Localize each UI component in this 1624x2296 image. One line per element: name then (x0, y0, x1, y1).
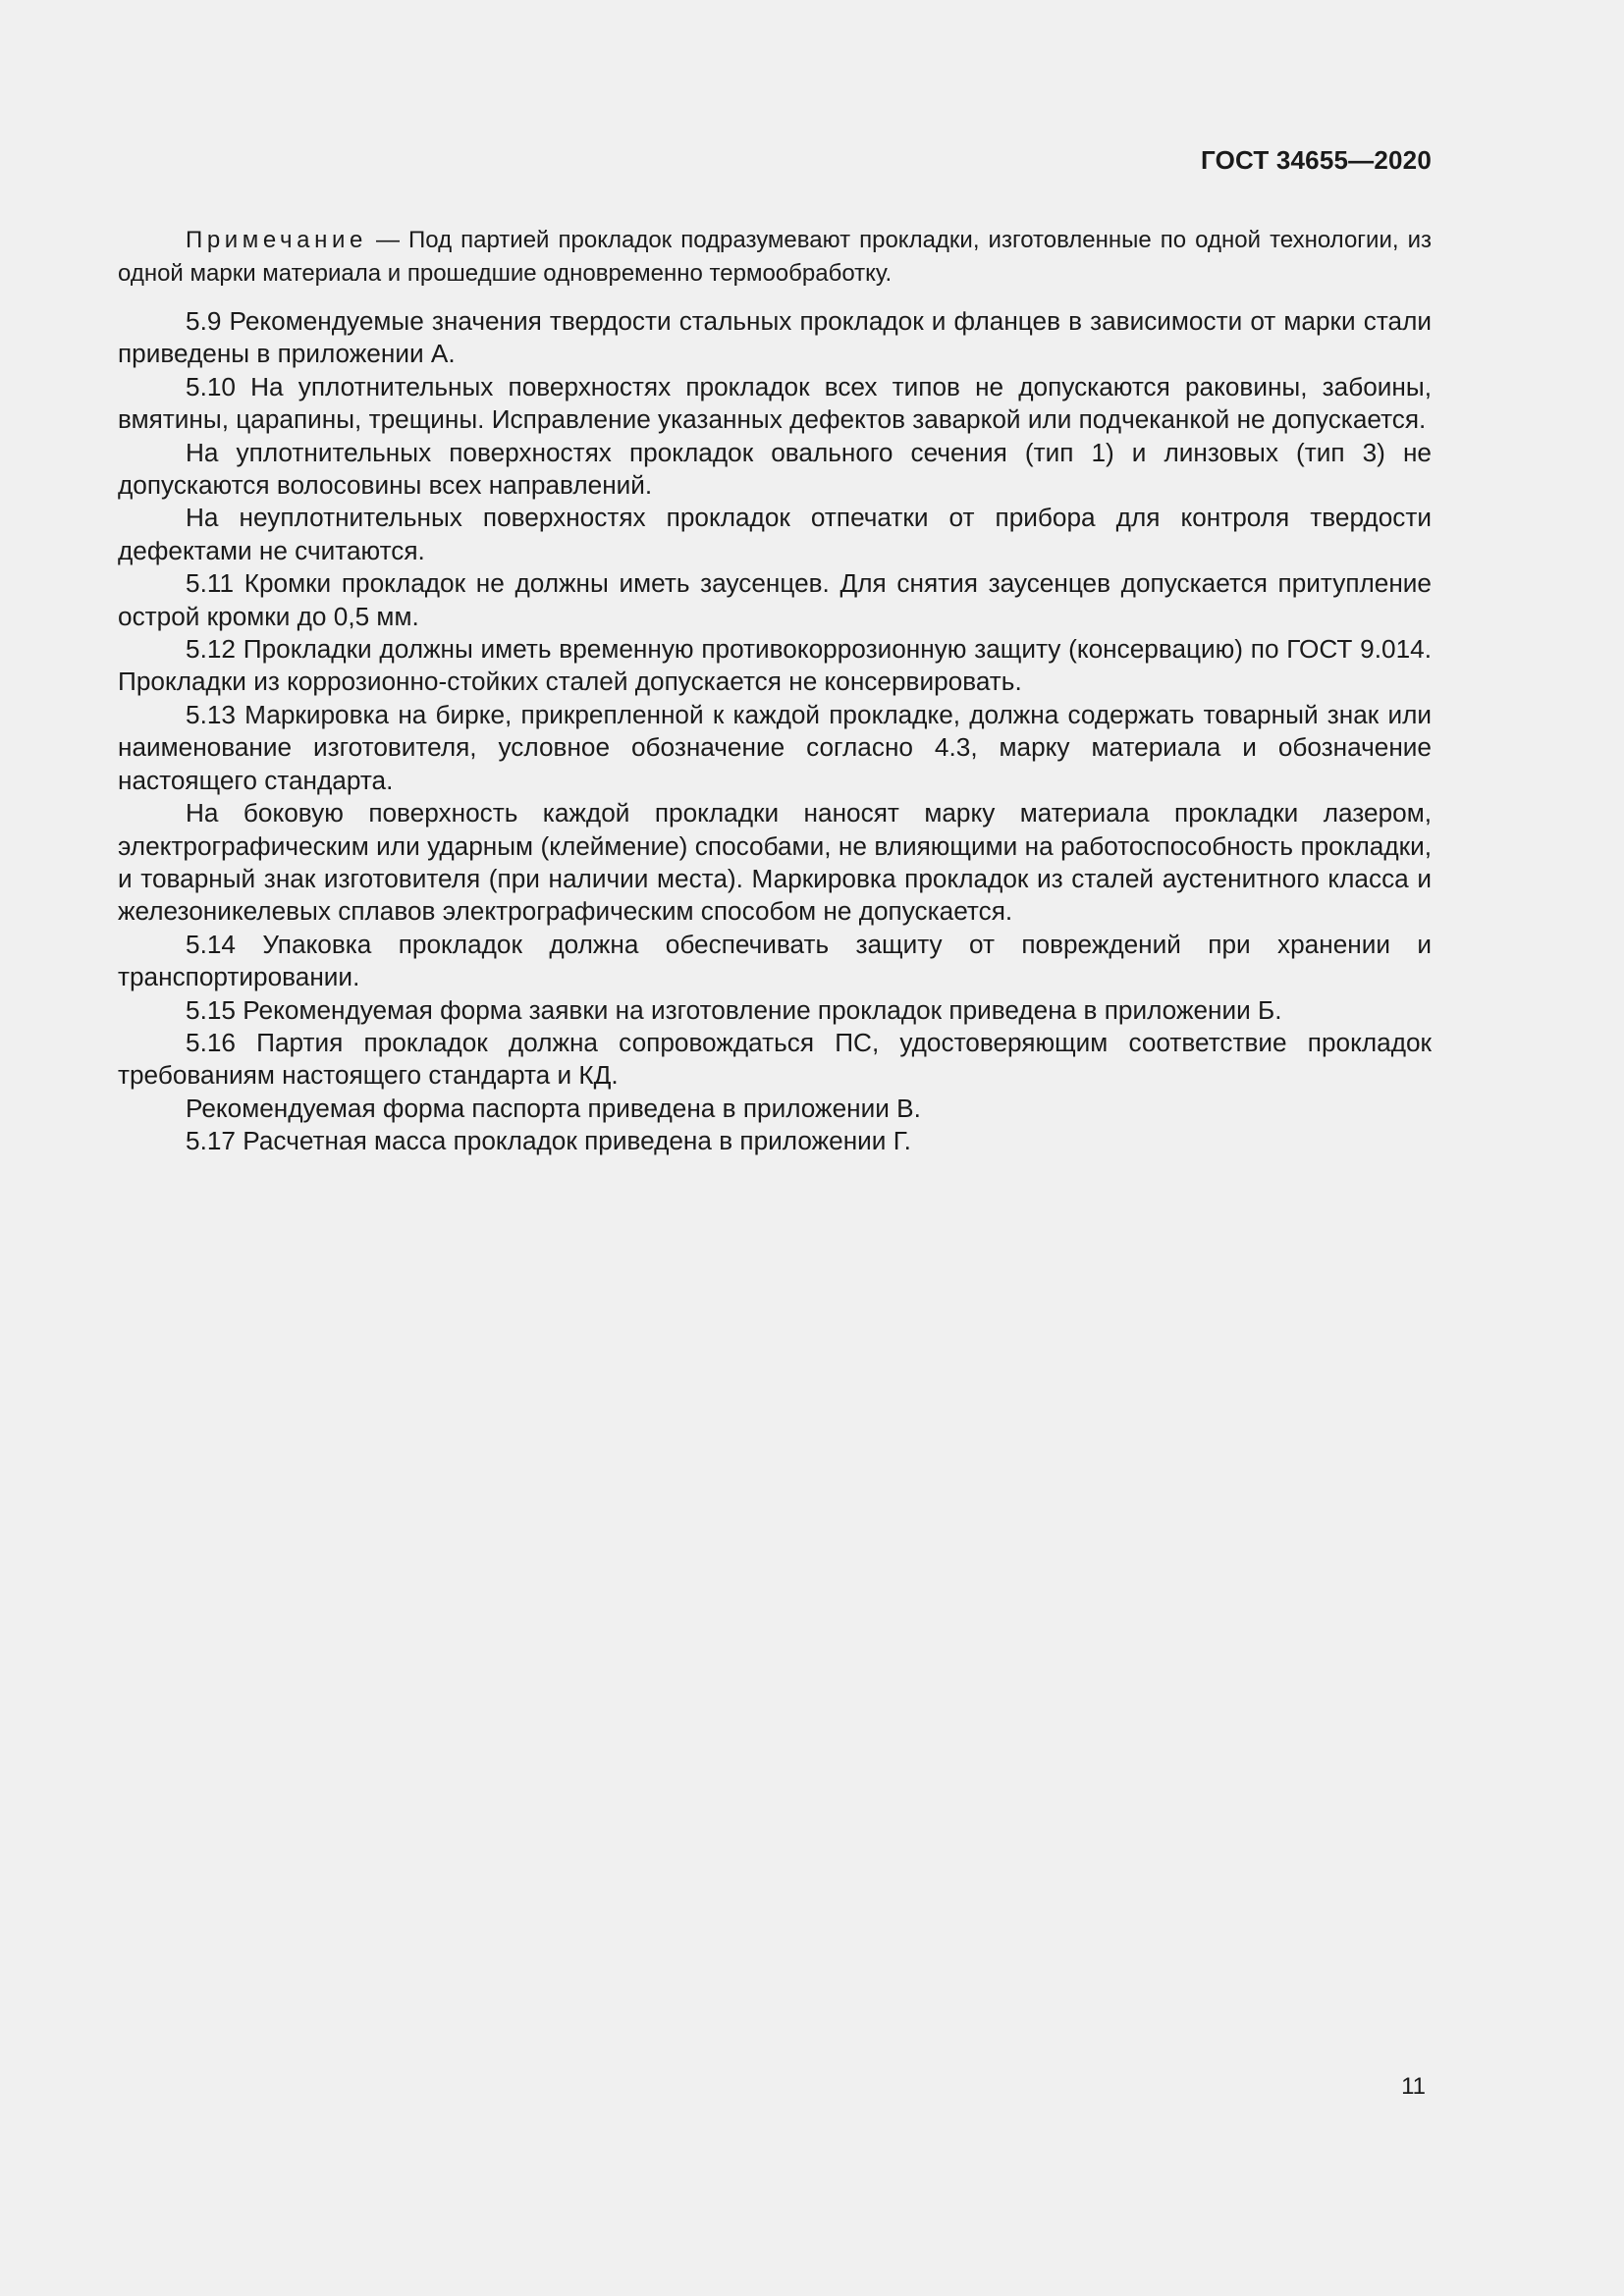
paragraph-5-13: 5.13 Маркировка на бирке, прикрепленной к каждой прокладке, должна содержать товарный знак или наименование изготовителя, условное обозначение согласно 4.3, марку материала и обозначение настоящего стандарта. (118, 699, 1432, 795)
document-header: ГОСТ 34655—2020 (1201, 145, 1432, 175)
paragraph-5-10: 5.10 На уплотнительных поверхностях прокладок всех типов не допускаются раковины, забоины, вмятины, царапины, трещины. Исправление указанных дефектов заваркой или подчеканкой не допускается. (118, 371, 1432, 435)
paragraph-5-15: 5.15 Рекомендуемая форма заявки на изготовление прокладок приведена в приложении Б. (186, 994, 1282, 1025)
note-label: Примечание (186, 227, 367, 253)
paragraph-5-16-cont: Рекомендуемая форма паспорта приведена в приложении В. (186, 1093, 921, 1123)
paragraph-5-17: 5.17 Расчетная масса прокладок приведена в приложении Г. (186, 1126, 911, 1156)
paragraph-5-14: 5.14 Упаковка прокладок должна обеспечивать защиту от повреждений при хранении и транспортировании. (118, 929, 1432, 992)
note-paragraph (118, 224, 1432, 291)
paragraph-5-16: 5.16 Партия прокладок должна сопровождаться ПС, удостоверяющим соответствие прокладок требованиям настоящего стандарта и КД. (118, 1027, 1432, 1091)
paragraph-5-10-cont-2: На неуплотнительных поверхностях прокладок отпечатки от прибора для контроля твердости дефектами не считаются. (118, 503, 1432, 565)
paragraph-5-9: 5.9 Рекомендуемые значения твердости стальных прокладок и фланцев в зависимости от марки стали приведены в приложении А. (118, 306, 1432, 369)
note-text: — Под партией прокладок подразумевают прокладки, изготовленные по одной технологии, из одной марки материала и прошедшие одновременно термообработку. (118, 227, 1432, 287)
paragraph-5-10-cont-1: На уплотнительных поверхностях прокладок овального сечения (тип 1) и линзовых (тип 3) не допускаются волосовины всех направлений. (118, 437, 1432, 501)
paragraph-5-11: 5.11 Кромки прокладок не должны иметь заусенцев. Для снятия заусенцев допускается притупление острой кромки до 0,5 мм. (118, 568, 1432, 631)
document-body (118, 224, 1432, 1158)
paragraph-5-13-cont: На боковую поверхность каждой прокладки наносят марку материала прокладки лазером, электрографическим или ударным (клеймение) способами, не влияющими на работоспособность прокладки, и товарный знак изготовителя (при наличии места). Маркировка прокладок из сталей аустенитного класса и железоникелевых сплавов электрографическим способом не допускается. (118, 798, 1432, 927)
page-number: 11 (1401, 2073, 1426, 2100)
paragraph-5-12: 5.12 Прокладки должны иметь временную противокоррозионную защиту (консервацию) по ГОСТ 9.014. Прокладки из коррозионно-стойких сталей допускается не консервировать. (118, 634, 1432, 697)
